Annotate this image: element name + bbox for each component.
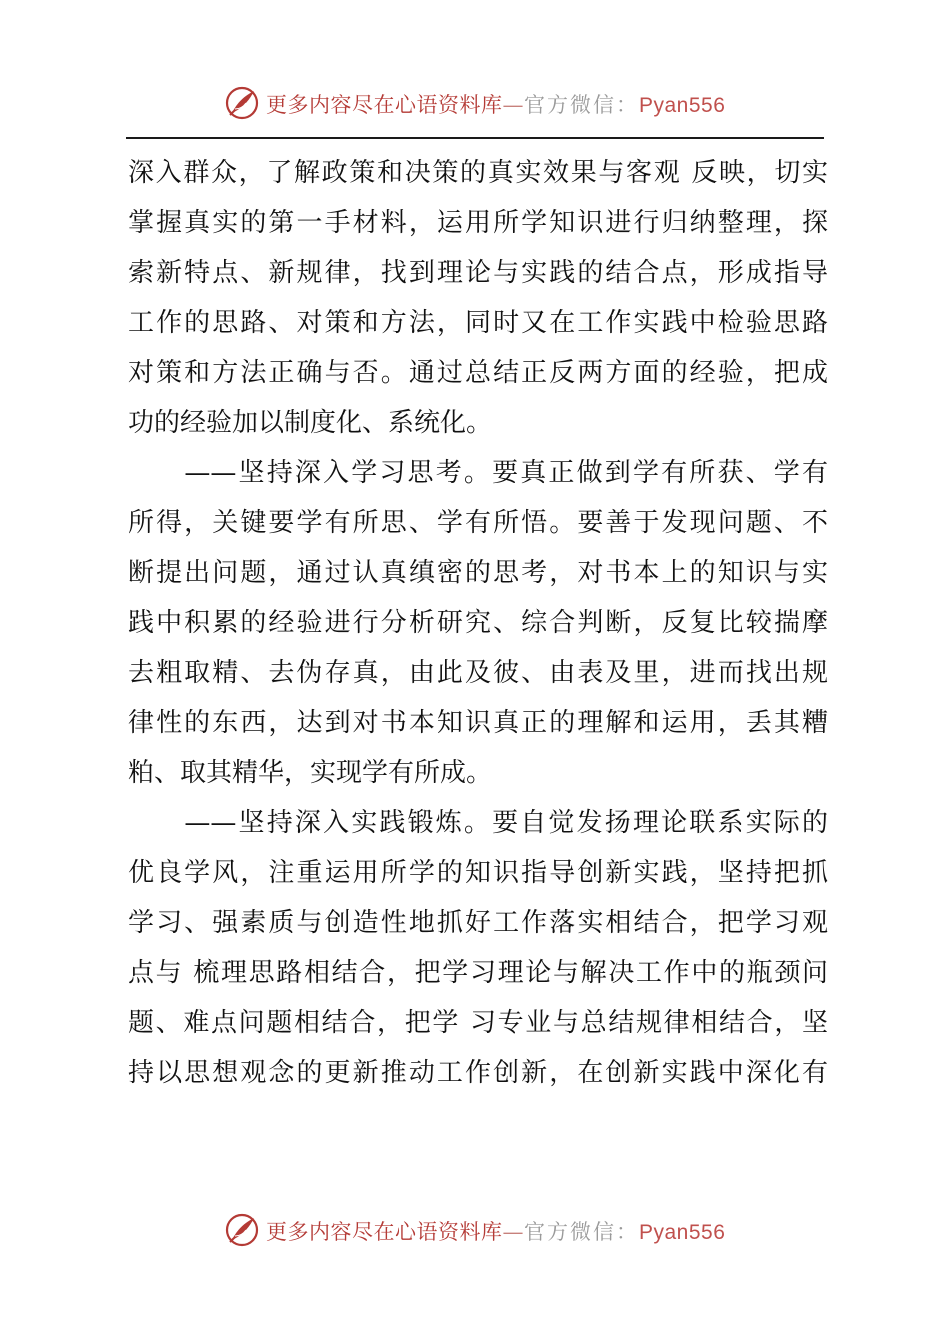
- text-line: 工作的思路、对策和方法，同时又在工作实践中检验思路: [128, 308, 828, 338]
- footer-banner: [0, 1210, 950, 1250]
- header-label: 官方微信：: [524, 93, 639, 117]
- text-line: 题、难点问题相结合，把学 习专业与总结规律相结合，坚: [128, 1008, 828, 1038]
- text-line: ——坚持深入实践锻炼。要自觉发扬理论联系实际的: [128, 808, 828, 838]
- header-brand: 更多内容尽在心语资料库: [266, 93, 503, 117]
- header-wechat-id: Pyan556: [639, 94, 726, 117]
- text-line: 持以思想观念的更新推动工作创新，在创新实践中深化有: [128, 1058, 828, 1088]
- text-line: 功的经验加以制度化、系统化。: [128, 408, 493, 438]
- header-text: [266, 89, 725, 119]
- footer-separator: —: [502, 1220, 524, 1244]
- text-line: 索新特点、新规律，找到理论与实践的结合点，形成指导: [128, 258, 828, 288]
- quill-logo-icon: [224, 85, 260, 121]
- quill-logo-icon: [224, 1212, 260, 1248]
- text-line: 践中积累的经验进行分析研究、综合判断，反复比较揣摩: [128, 608, 828, 638]
- text-line: 优良学风，注重运用所学的知识指导创新实践，坚持把抓: [128, 858, 828, 888]
- footer-text: [266, 1216, 725, 1246]
- text-line: 律性的东西，达到对书本知识真正的理解和运用，丢其糟: [128, 708, 828, 738]
- text-line: 去粗取精、去伪存真，由此及彼、由表及里，进而找出规: [128, 658, 828, 688]
- text-line: ——坚持深入学习思考。要真正做到学有所获、学有: [128, 458, 828, 488]
- text-line: 掌握真实的第一手材料，运用所学知识进行归纳整理，探: [128, 208, 828, 238]
- body-text: [128, 148, 828, 1098]
- header-separator: —: [502, 93, 524, 117]
- text-line: 对策和方法正确与否。通过总结正反两方面的经验，把成: [128, 358, 828, 388]
- text-line: 粕、取其精华，实现学有所成。: [128, 758, 493, 788]
- header-rule: [126, 137, 824, 139]
- text-line: 所得，关键要学有所思、学有所悟。要善于发现问题、不: [128, 508, 828, 538]
- footer-brand: 更多内容尽在心语资料库: [266, 1220, 503, 1244]
- footer-wechat-id: Pyan556: [639, 1221, 726, 1244]
- text-line: 学习、强素质与创造性地抓好工作落实相结合，把学习观: [128, 908, 828, 938]
- text-line: 点与 梳理思路相结合，把学习理论与解决工作中的瓶颈问: [128, 958, 828, 988]
- text-line: 深入群众，了解政策和决策的真实效果与客观 反映，切实: [128, 158, 828, 188]
- header-banner: [0, 83, 950, 123]
- text-line: 断提出问题，通过认真缜密的思考，对书本上的知识与实: [128, 558, 828, 588]
- footer-label: 官方微信：: [524, 1220, 639, 1244]
